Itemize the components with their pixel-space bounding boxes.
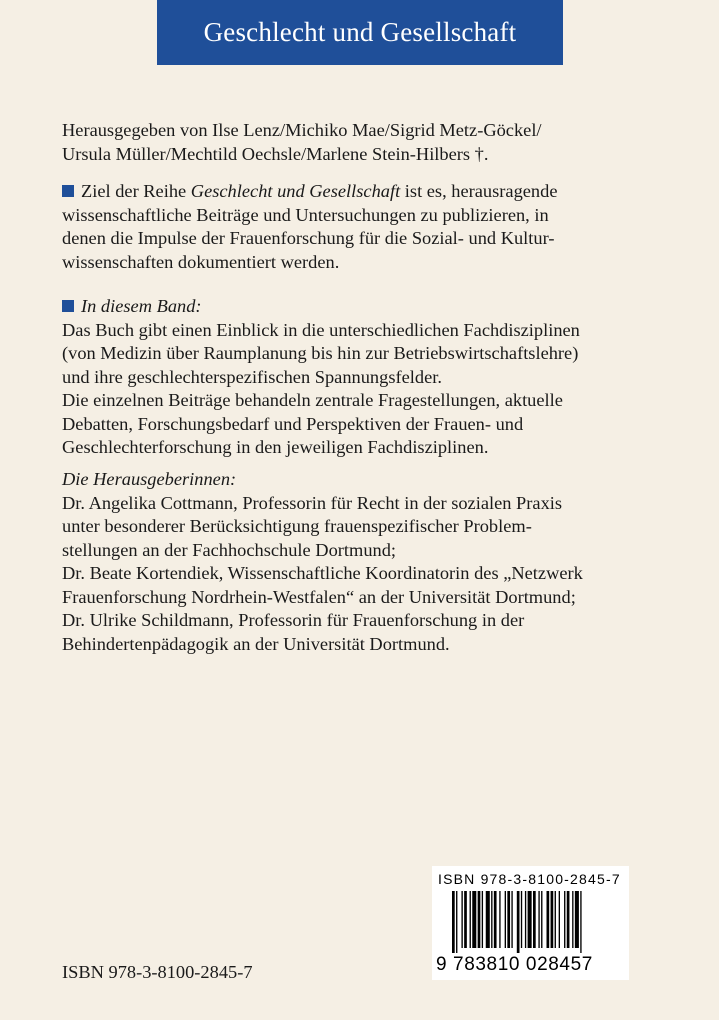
- barcode-isbn: ISBN 978-3-8100-2845-7: [438, 871, 621, 887]
- author-line: stellungen an der Fachhochschule Dortmund;: [62, 539, 397, 560]
- aim-text: Ziel der Reihe: [81, 181, 191, 201]
- volume-heading: In diesem Band:: [81, 296, 202, 316]
- volume-description-block: [62, 295, 662, 460]
- aim-text: wissenschaftliche Beiträge und Untersuchungen zu publizieren, in: [62, 204, 549, 225]
- barcode: [432, 866, 629, 980]
- aim-text: denen die Impulse der Frauenforschung für die Sozial- und Kultur-: [62, 228, 555, 248]
- volume-line: Debatten, Forschungsbedarf und Perspektiven der Frauen- und: [62, 413, 524, 434]
- volume-line: Die einzelnen Beiträge behandeln zentrale Fragestellungen, aktuelle: [62, 390, 563, 410]
- barcode-digits: 9 783810 028457: [436, 954, 593, 975]
- blue-square-icon: [62, 300, 74, 312]
- editors-block: [62, 119, 662, 166]
- volume-line: Das Buch gibt einen Einblick in die unterschiedlichen Fachdisziplinen: [62, 319, 580, 340]
- author-line: Dr. Ulrike Schildmann, Professorin für Frauenforschung in der: [62, 610, 525, 630]
- author-line: Dr. Beate Kortendiek, Wissenschaftliche Koordinatorin des „Netzwerk: [62, 563, 583, 583]
- authors-heading: Die Herausgeberinnen:: [62, 469, 237, 489]
- volume-line: und ihre geschlechterspezifischen Spannungsfelder.: [62, 366, 442, 387]
- editors-bio-block: [62, 468, 662, 656]
- volume-line: Geschlechterforschung in den jeweiligen Fachdisziplinen.: [62, 437, 489, 457]
- aim-text: ist es, herausragende: [400, 181, 558, 201]
- series-aim-block: [62, 180, 662, 274]
- author-line: unter besonderer Berücksichtigung frauenspezifischer Problem-: [62, 516, 532, 536]
- author-line: Dr. Angelika Cottmann, Professorin für Recht in der sozialen Praxis: [62, 492, 563, 513]
- isbn-text: ISBN 978-3-8100-2845-7: [62, 962, 253, 982]
- author-line: Behindertenpädagogik an der Universität Dortmund.: [62, 633, 450, 654]
- editors-line: Ursula Müller/Mechtild Oechsle/Marlene Stein-Hilbers †.: [62, 143, 489, 164]
- blue-square-icon: [62, 185, 74, 197]
- author-line: Frauenforschung Nordrhein-Westfalen“ an der Universität Dortmund;: [62, 586, 576, 607]
- series-title-banner: [157, 0, 563, 65]
- aim-text: wissenschaften dokumentiert werden.: [62, 251, 340, 272]
- series-title: Geschlecht und Gesellschaft: [203, 17, 517, 47]
- volume-line: (von Medizin über Raumplanung bis hin zur Betriebswirtschaftslehre): [62, 343, 579, 363]
- aim-series-italic: Geschlecht und Gesellschaft: [190, 181, 401, 201]
- barcode-bars: [438, 891, 623, 953]
- editors-line: Herausgegeben von Ilse Lenz/Michiko Mae/Sigrid Metz-Göckel/: [62, 120, 542, 140]
